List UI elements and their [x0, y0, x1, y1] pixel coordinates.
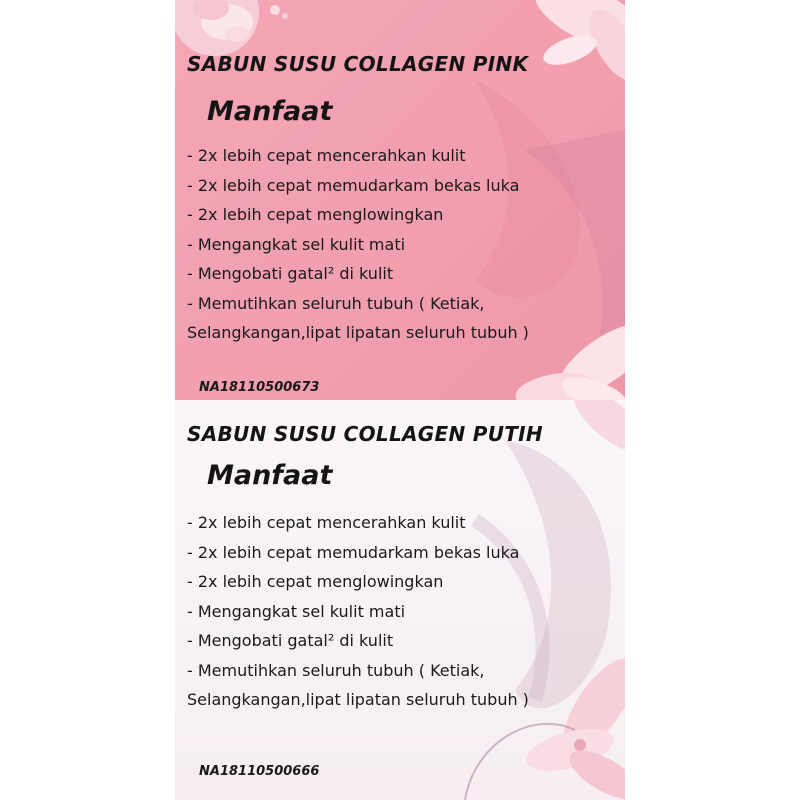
benefit-item: - 2x lebih cepat mencerahkan kulit [187, 146, 466, 165]
benefit-item: - 2x lebih cepat mencerahkan kulit [187, 513, 466, 532]
registration-number: NA18110500666 [199, 764, 320, 779]
lily-flower-icon [525, 0, 625, 89]
benefit-item: - 2x lebih cepat memudarkam bekas luka [187, 175, 520, 195]
product-title: SABUN SUSU COLLAGEN PINK [187, 52, 529, 76]
benefits-heading: Manfaat [207, 96, 333, 127]
lily-flower-icon [564, 400, 625, 463]
benefits-list [187, 141, 617, 348]
product-title: SABUN SUSU COLLAGEN PUTIH [187, 422, 543, 446]
white-soap-card [175, 400, 625, 800]
benefit-item: - 2x lebih cepat menglowingkan [187, 572, 444, 591]
benefit-item: - Mengobati gatal² di kulit [187, 264, 394, 283]
benefits-heading: Manfaat [207, 460, 333, 491]
benefit-item: - 2x lebih cepat memudarkam bekas luka [187, 542, 520, 562]
pink-soap-card [175, 0, 625, 400]
benefit-item: - Mengobati gatal² di kulit [187, 631, 394, 650]
registration-number: NA18110500673 [199, 380, 320, 395]
benefit-item: - Mengangkat sel kulit mati [187, 234, 406, 254]
benefit-item: - Mengangkat sel kulit mati [187, 601, 406, 621]
benefit-item: - Memutihkan seluruh tubuh ( Ketiak, Selangkangan,lipat lipatan seluruh tubuh ) [187, 660, 529, 709]
rose-flower-icon [175, 0, 259, 56]
benefit-item: - Memutihkan seluruh tubuh ( Ketiak, Selangkangan,lipat lipatan seluruh tubuh ) [187, 293, 529, 342]
benefit-item: - 2x lebih cepat menglowingkan [187, 205, 444, 224]
benefits-list [187, 508, 617, 715]
